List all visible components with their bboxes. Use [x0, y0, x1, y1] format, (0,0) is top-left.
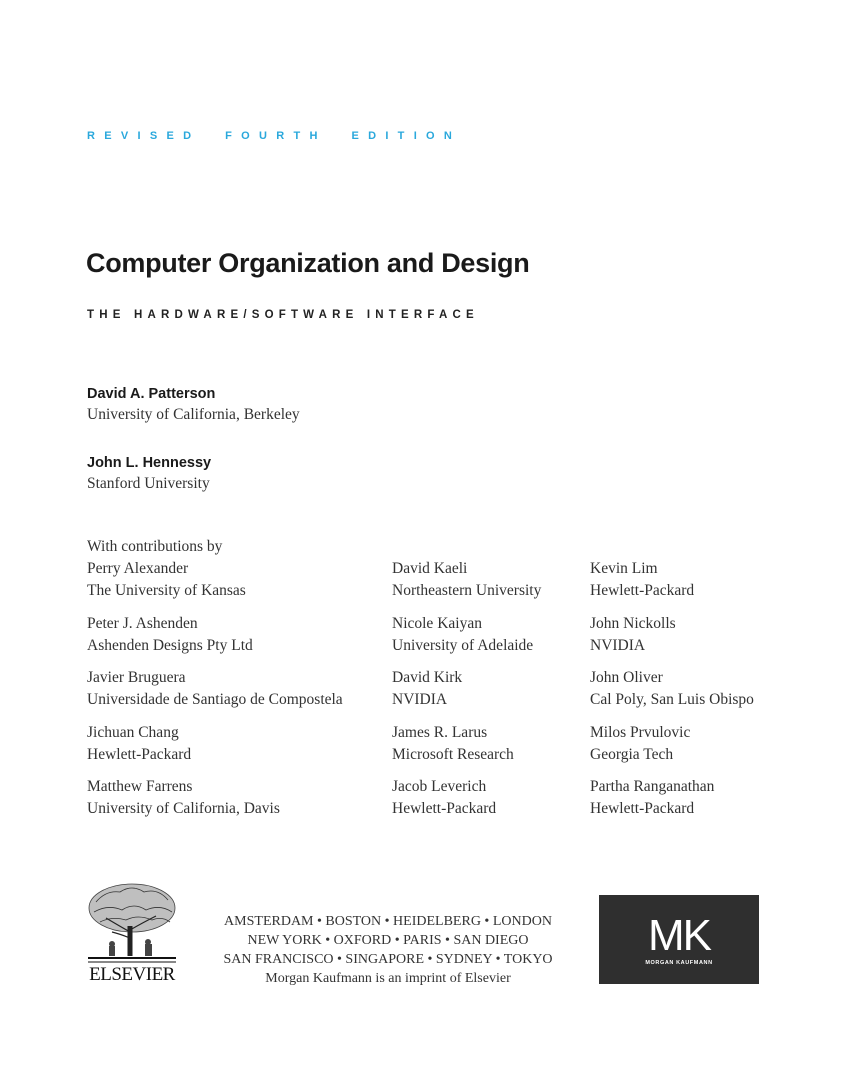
contributor-affiliation: University of Adelaide [392, 636, 534, 654]
elsevier-tree-icon [86, 882, 178, 964]
contributor-name: Javier Bruguera [87, 669, 186, 686]
contributor-name: Milos Prvulovic [590, 723, 691, 741]
contributor-entry [87, 558, 343, 602]
contributor-entry [392, 667, 541, 711]
contributor-entry [590, 667, 754, 711]
cities-line: NEW YORK • OXFORD • PARIS • SAN DIEGO [247, 933, 529, 948]
contributor-entry [590, 558, 754, 602]
morgan-kaufmann-logo [599, 895, 759, 984]
author-affiliation: Stanford University [87, 475, 210, 492]
contributor-affiliation: Northeastern University [392, 582, 542, 599]
contributors-column-1 [87, 558, 343, 831]
contributor-entry [590, 722, 754, 766]
author-affiliation: University of California, Berkeley [87, 406, 300, 423]
contributor-affiliation: Universidade de Santiago de Compostela [87, 691, 343, 708]
contributor-affiliation: Hewlett-Packard [87, 745, 192, 763]
imprint-note: Morgan Kaufmann is an imprint of Elsevier [265, 971, 511, 986]
cities-line: AMSTERDAM • BOSTON • HEIDELBERG • LONDON [224, 914, 552, 929]
elsevier-wordmark: ELSEVIER [89, 964, 175, 985]
contributor-entry [87, 722, 343, 766]
contributor-entry [590, 613, 754, 657]
author-name: John L. Hennessy [87, 455, 212, 471]
contributor-affiliation: Cal Poly, San Luis Obispo [590, 691, 754, 708]
contributor-name: David Kaeli [392, 560, 468, 577]
contributor-name: Partha Ranganathan [590, 778, 715, 795]
contributor-affiliation: The University of Kansas [87, 582, 246, 599]
contributor-affiliation: Hewlett-Packard [590, 582, 695, 599]
publisher-cities [218, 912, 558, 988]
contributor-affiliation: NVIDIA [392, 691, 448, 708]
book-title: Computer Organization and Design [86, 248, 530, 278]
contributor-affiliation: NVIDIA [590, 636, 646, 654]
contributions-label: With contributions by [87, 538, 223, 555]
contributor-affiliation: Microsoft Research [392, 745, 514, 763]
cities-line: SAN FRANCISCO • SINGAPORE • SYDNEY • TOKYO [223, 952, 553, 967]
contributor-name: Kevin Lim [590, 560, 658, 577]
contributors-column-3 [590, 558, 754, 831]
author-2 [87, 455, 211, 493]
edition-label: REVISED FOURTH EDITION [87, 130, 462, 142]
contributor-entry [87, 776, 343, 820]
contributor-entry [392, 776, 541, 820]
contributor-name: John Oliver [590, 669, 663, 686]
contributor-name: John Nickolls [590, 614, 676, 632]
contributor-entry [392, 722, 541, 766]
contributor-name: James R. Larus [392, 723, 488, 741]
author-1 [87, 386, 300, 424]
contributor-affiliation: Hewlett-Packard [392, 800, 497, 817]
contributor-affiliation: Georgia Tech [590, 745, 674, 763]
contributor-affiliation: University of California, Davis [87, 800, 280, 817]
contributor-entry [590, 776, 754, 820]
contributor-affiliation: Ashenden Designs Pty Ltd [87, 636, 253, 654]
contributor-name: David Kirk [392, 669, 463, 686]
book-subtitle: THE HARDWARE/SOFTWARE INTERFACE [87, 309, 479, 321]
contributor-name: Nicole Kaiyan [392, 614, 482, 632]
mk-name: MORGAN KAUFMANN [645, 959, 713, 966]
contributor-entry [392, 613, 541, 657]
contributor-affiliation: Hewlett-Packard [590, 800, 695, 817]
contributor-name: Peter J. Ashenden [87, 614, 198, 632]
contributor-name: Matthew Farrens [87, 778, 193, 795]
contributor-entry [87, 613, 343, 657]
contributor-name: Jichuan Chang [87, 723, 179, 741]
contributor-entry [392, 558, 541, 602]
contributor-name: Perry Alexander [87, 560, 189, 577]
contributor-entry [87, 667, 343, 711]
contributors-column-2 [392, 558, 541, 831]
mk-letters: MK [648, 910, 710, 960]
contributor-name: Jacob Leverich [392, 778, 487, 795]
author-name: David A. Patterson [87, 386, 216, 402]
